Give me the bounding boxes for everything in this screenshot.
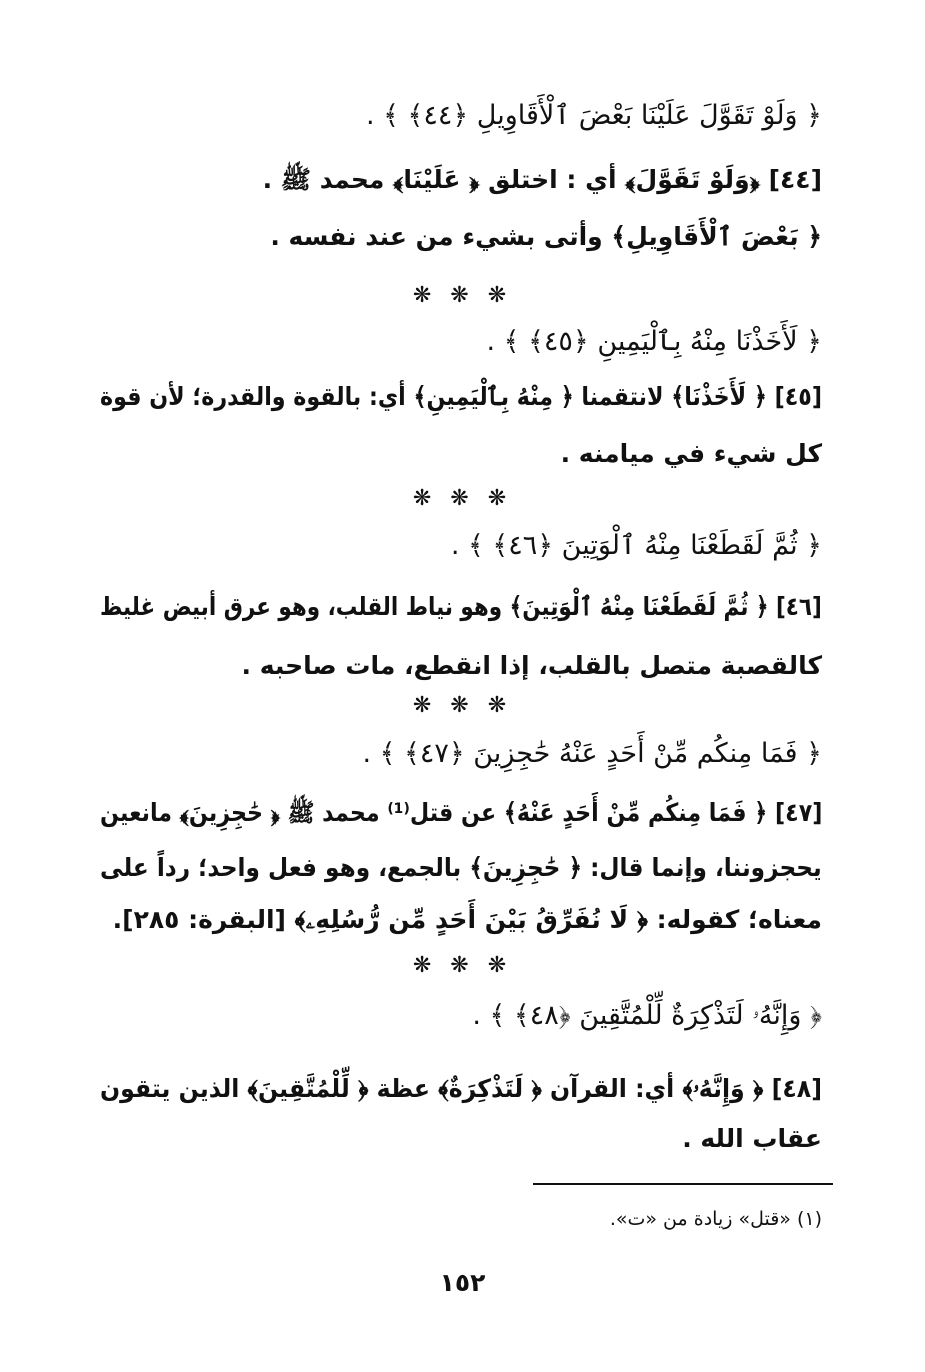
commentary-46-line-2: كالقصبة متصل بالقلب، إذا انقطع، مات صاحبه . [241,651,822,680]
section-separator: ❋ ❋ ❋ [412,486,513,511]
verse-48: ﴿ وَإِنَّهُۥ لَتَذْكِرَةٌ لِّلْمُتَّقِينَ ﴿٤٨﴾ ﴾ . [472,1000,822,1031]
footnote: (١) «قتل» زيادة من «ت». [609,1208,822,1230]
commentary-45-line-2: كل شيء في ميامنه . [560,439,822,468]
verse-45: ﴿ لَأَخَذْنَا مِنْهُ بِٱلْيَمِينِ ﴿٤٥﴾ ﴾ . [486,326,822,357]
commentary-47-line-1: [٤٧] ﴿ فَمَا مِنكُم مِّنْ أَحَدٍ عَنْهُ﴾ عن قتل⁽¹⁾ محمد ﷺ ﴿ حَٰجِزِينَ﴾ مانعين [99,798,822,827]
commentary-44-line-1: [٤٤] ﴿وَلَوْ تَقَوَّلَ﴾ أي : اختلق ﴿ عَلَيْنَا﴾ محمد ﷺ . [262,165,822,194]
commentary-44-line-2: ﴿ بَعْضَ ٱلْأَقَاوِيلِ﴾ وأتى بشيء من عند نفسه . [270,222,822,251]
verse-46: ﴿ ثُمَّ لَقَطَعْنَا مِنْهُ ٱلْوَتِينَ ﴿٤٦﴾ ﴾ . [450,530,822,561]
verse-47: ﴿ فَمَا مِنكُم مِّنْ أَحَدٍ عَنْهُ حَٰجِزِينَ ﴿٤٧﴾ ﴾ . [362,738,822,769]
section-separator: ❋ ❋ ❋ [412,283,513,308]
commentary-48-line-1: [٤٨] ﴿ وَإِنَّهُۥ﴾ أي: القرآن ﴿ لَتَذْكِرَةٌ﴾ عظة ﴿ لِّلْمُتَّقِينَ﴾ الذين يتقون [100,1074,822,1103]
page-number: ١٥٢ [439,1268,486,1297]
commentary-47-line-2: يحجزوننا، وإنما قال: ﴿ حَٰجِزِينَ﴾ بالجمع، وهو فعل واحد؛ رداً على [100,853,822,882]
commentary-45-line-1: [٤٥] ﴿ لَأَخَذْنَا﴾ لانتقمنا ﴿ مِنْهُ بِٱلْيَمِينِ﴾ أي: بالقوة والقدرة؛ لأن قوة [100,382,822,411]
commentary-46-line-1: [٤٦] ﴿ ثُمَّ لَقَطَعْنَا مِنْهُ ٱلْوَتِينَ﴾ وهو نياط القلب، وهو عرق أبيض غليظ [100,592,822,621]
section-separator: ❋ ❋ ❋ [412,953,513,978]
footnote-divider [533,1183,833,1185]
verse-44: ﴿ وَلَوْ تَقَوَّلَ عَلَيْنَا بَعْضَ ٱلْأَقَاوِيلِ ﴿٤٤﴾ ﴾ . [365,100,822,131]
commentary-47-line-3: معناه؛ كقوله: ﴿ لَا نُفَرِّقُ بَيْنَ أَحَدٍ مِّن رُّسُلِهِۦ﴾ [البقرة: ٢٨٥]. [112,905,822,934]
commentary-48-line-2: عقاب الله . [682,1124,822,1153]
section-separator: ❋ ❋ ❋ [412,693,513,718]
